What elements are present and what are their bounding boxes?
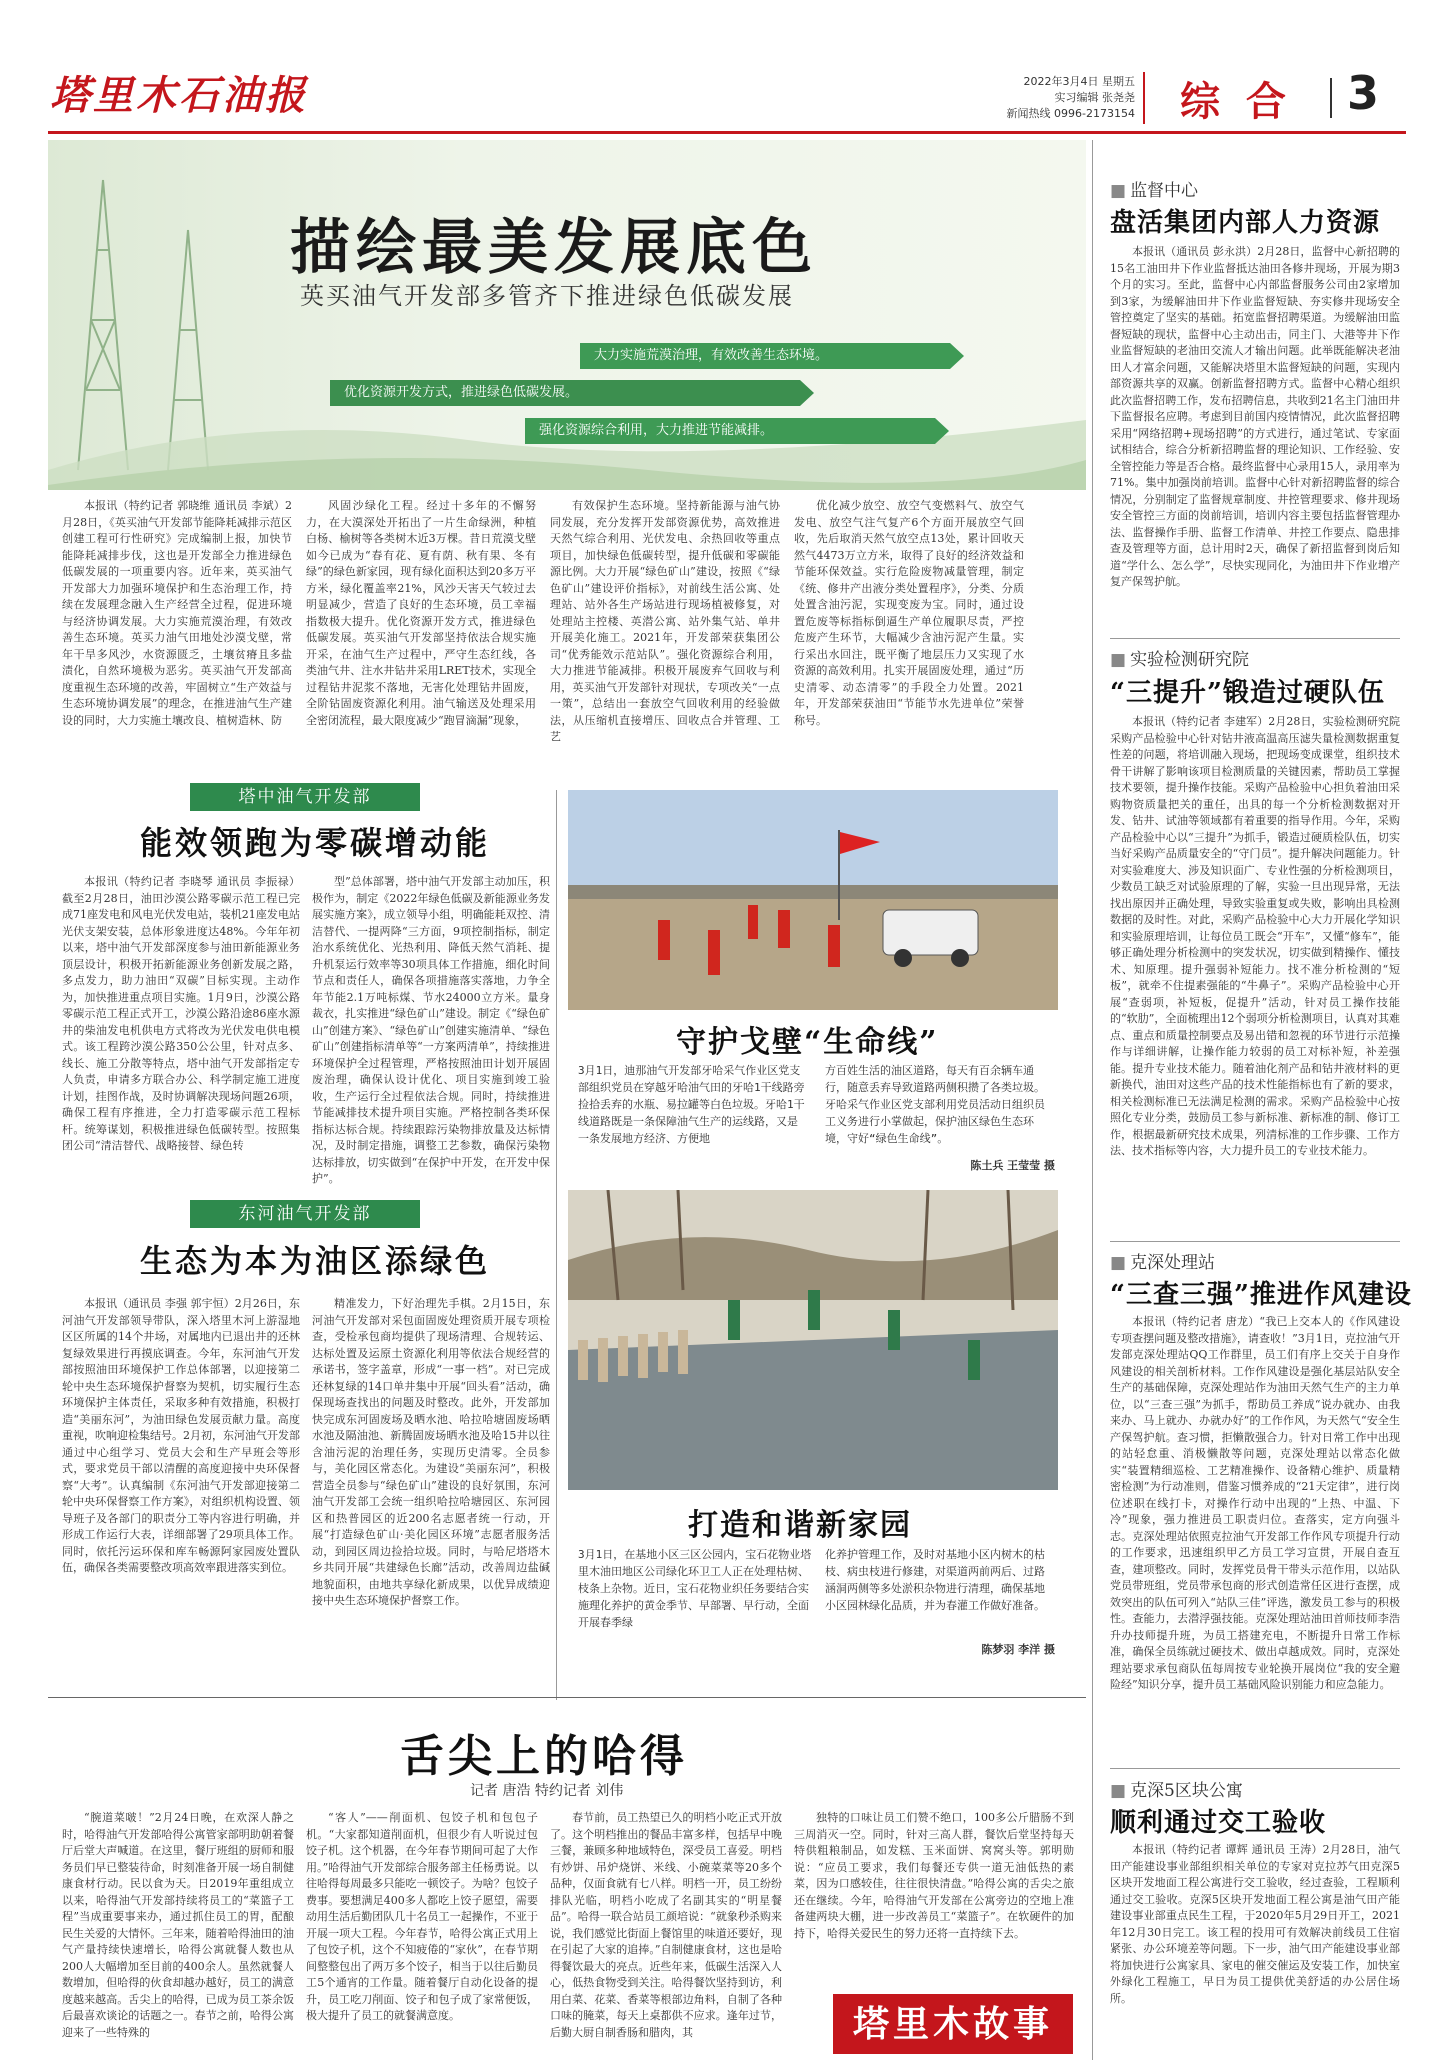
photo2-credit: 陈梦羽 李洋 摄 [981,1643,1055,1656]
hero-subtitle: 英买油气开发部多管齐下推进绿色低碳发展 [300,282,794,310]
right3-kicker: ■ 克深处理站 [1110,1248,1215,1273]
right-divider-2 [1110,1241,1400,1242]
page-number: 3 [1347,66,1380,120]
story3-banner: 东河油气开发部 [190,1200,420,1228]
bottom-title: 舌尖上的哈得 [400,1731,688,1782]
newspaper-logo: 塔里木石油报 [50,72,308,119]
masthead-divider [1143,72,1145,124]
bottom-byline: 记者 唐浩 特约记者 刘伟 [470,1783,624,1799]
right-rail-divider [1092,140,1093,2060]
masthead-meta [985,74,1135,122]
right2-body: 本报讯（特约记者 李建军）2月28日，实验检测研究院采购产品检验中心针对钻井液高温高压滤失量检测数据重复性差的问题，将培训融入现场，把现场变成课堂，组织技术骨干讲解了影响该项目检测质量的关键因素，帮助员工掌握技术要领，提升操作技能。采购产品检验中心担负着油田采购物资质量把关的重任，出具的每一个分析检测数据对开发、钻井、试油等领域都有着重要的指导作用。今年，采购产品检验中心以“三提升”为抓手，锻造过硬质检队伍，切实当好采购产品质量安全的“守门员”。提升解决问题能力。针对实验难度大、涉及知识面广、专业性强的分析检测项目，少数员工缺乏对试验原理的了解，实验一旦出现异常，无法找出原因并正确处理，导致实验重复或失败，影响出具检测数据的及时性。对此，采购产品检验中心大力开展化学知识和实验原理培训，让每位员工既会“开车”，又懂“修车”，能够正确处理分析检测中的突发状况，切实做到精操作、懂技术、知原理。提升强弱补短能力。找不准分析检测的“短板”，就牵不住提素强能的“牛鼻子”。采购产品检验中心开展“查弱项，补短板，促提升”活动，针对员工操作技能的“软肋”，全面梳理出12个弱项分析检测项目，认真对其难点、重点和质量控制要点及易出错和忽视的环节进行示范操作与详细讲解，让操作能力较弱的员工对标补短，补差强能。提升专业技术能力。随着油化剂产品和钻井液材料的更新换代，油田对这些产品的技术性能指标也有了新的要求，相关检测标准已无法满足检测的需求。采购产品检验中心按照化专业分类，鼓励员工参与新标准、新标准的制、修订工作，根据最新研究技术成果，列清标准的工作步骤、工作方法、技术指标等内容，大力提升员工的专业技术能力。 [1110,715,1400,1157]
bottom-col2: “客人”——削面机、包饺子机和包包子机。“大家都知道削面机，但很少有人听说过包饺子机。这个机器，在今年春节期间可起了大作用。”哈得油气开发部综合服务部主任杨勇说。以往哈得每周最多只能吃一顿饺子。为啥？包饺子费事。要想满足400多人都吃上饺子愿望，需要动用生活后勤团队几十名员工一起操作，不亚于开展一项大工程。今年春节，哈得公寓正式用上了包饺子机，这个不知疲倦的“家伙”，在春节期间整整包出了两万多个饺子，相当于以往后勤员工5个通宵的工作量。随着餐厅自动化设备的提升，员工吃刀削面、饺子和包子成了家常便饭，极大提升了员工的就餐满意度。 [306,1811,538,2022]
hero-arrow-1: 大力实施荒漠治理，有效改善生态环境。 [580,343,950,369]
right4-body: 本报讯（特约记者 谭辉 通讯员 王涛）2月28日，油气田产能建设事业部组织相关单位的专家对克拉苏气田克深5区块开发地面工程公寓进行交工验收，经过查验，工程顺利通过交工验收。克深5区块开发地面工程公寓是油气田产能建设事业部重点民生工程，于2020年5月29日开工，2021年12月30日完工。该工程的投用可有效解决前线员工住宿紧张、办公环境差等问题。下一步，油气田产能建设事业部将加快进行公寓家具、家电的催交催运及安装工作，加快室外绿化工程施工，早日为员工提供优美舒适的办公居住场所。 [1110,1843,1400,2005]
right3-body: 本报讯（特约记者 唐龙）“我已上交本人的《作风建设专项查摆问题及整改措施》，请查收！”3月1日，克拉油气开发部克深处理站QQ工作群里，员工们有序上交关于自身作风建设的相关剖析材料。工作作风建设是强化基层站队安全生产的基础保障，克深处理站作为油田天然气生产的主力单位，以“三查三强”为抓手，帮助员工养成“说办就办、由我来办、马上就办、办就办好”的工作作风，为天然气“安全生产保驾护航。查习惯，拒懒散强合力。针对日常工作中出现的站轻怠重、消极懒散等问题，克深处理站以常态化做实“装置精细巡检、工艺精准操作、设备精心维护、质量精密检测”为行动准则，借鉴习惯养成的“21天定律”，进行岗位述职在线打卡，对操作行动中出现的“上热、中温、下冷”现象，强力推进员工职责归位。查落实，定方向强斗志。克深处理站依照克拉油气开发部工作作风专项提升行动的工作要求，迅速组织甲乙方员工学习宣贯，开展自查互查，建项整改。同时，发挥党员骨干带头示范作用，以站队党员带班组，党员带承包商的形式创造常任区进行查摆，成效突出的队伍可列入“站队三佳”评选，激发员工参与的积极性。查能力，去潜浮强技能。克深处理站油田首师技师李浩升办技师提升班，为员工搭建充电，不断提升日常工作标准，确保全员练就过硬技术、做出卓越成效。同时，克深处理站要求承包商队伍每周按专业轮换开展岗位“我的安全避险经”知识分享，提升员工基础风险识别能力和应急能力。 [1110,1315,1400,1691]
photo-volunteers-desert [568,790,1058,1010]
lead-story-col3: 有效保护生态环境。坚持新能源与油气协同发展，充分发挥开发部资源优势，高效推进天然气综合利用、光伏发电、余热回收等重点项目，加快绿色低碳转型，提升低碳和零碳能源比例。大力开展“绿色矿山”建设，按照《“绿色矿山”建设评价指标》，对前线生活公寓、处理站、站外各生产场站进行现场植被修复，对处理站主控楼、英潜公寓、站外集气站、单井开展美化施工。2021年，开发部荣获集团公司“优秀能效示范站队”。强化资源综合利用，大力推进节能减排。积极开展废弃气回收与利用，英买油气开发部针对现状，专项改关“一点一策”，总结出一套放空气回收利用的经验做法，从压缩机直接增压、回收点合并管理、工艺 [550,499,780,743]
right1-kicker: ■ 监督中心 [1110,176,1198,201]
right2-title: “三提升”锻造过硬队伍 [1110,678,1385,708]
photo1-title: 守护戈壁“生命线” [676,1025,939,1060]
story3-col2: 精准发力，下好治理先手棋。2月15日，东河油气开发部对采包面固废处理资质开展专项检查，受检承包商均提供了现场清理、合规转运、达标处置及运原土资源化利用等依法合规经营的承诺书，签字盖章，形成“一事一档”。对已完成还林复绿的14口单井集中开展“回头看”活动，确保现场查找出的问题及时整改。此外，开发部加快完成东河固废场及晒水池、哈拉哈塘固废场晒水池及隔油池、新腾固废场晒水池及哈15井以往含油污泥的治理任务，实现历史清零。全员参与，美化园区常态化。为建设“美丽东河”，积极营造全员参与“绿色矿山”建设的良好氛围，东河油气开发部工会统一组织哈拉哈塘园区、东河园区和热普园区的近200名志愿者统一行动，开展“打造绿色矿山·美化园区环境”志愿者服务活动，到园区周边捡拾垃圾。同时，与哈尼塔塔木乡共同开展“共建绿色长廊”活动，改善周边盐碱地貌面积，由地共享绿化新成果，以优异成绩迎接中央生态环境保护督察工作。 [312,1297,550,1607]
hero-arrow-2: 优化资源开发方式，推进绿色低碳发展。 [330,380,800,406]
lead-story-col1: 本报讯（特约记者 郭晓维 通讯员 李斌）2月28日，《英买油气开发部节能降耗减排示范区创建工程可行性研究》完成编制上报，加快节能降耗减排步伐，这也是开发部全力推进绿色低碳发展的一项重要内容。近年来，英买油气开发部大力加强环境保护和生态治理工作，持续在发展理念融入生产经营全过程，促进环境与经济协调发展。大力实施荒漠治理，有效改善生态环境。英买力油气田地处沙漠戈壁，常年干旱多风沙，水资源匮乏，土壤贫瘠且多盐渍化，自然环境极为恶劣。英买油气开发部高度重视生态环境的改善，牢固树立“生产效益与生态环境协调发展”的理念，在推进油气生产建设的同时，大力实施土壤改良、植树造林、防 [62,499,292,727]
masthead-rule [48,131,1406,134]
story3-title: 生态为本为油区添绿色 [140,1242,491,1280]
right-divider-1 [1110,638,1400,639]
bottom-col1: “腕道菜啵！”2月24日晚，在欢深人静之时，哈得油气开发部哈得公寓管家部明助朝着餐厅后堂大声喊道。在这里，餐厅班组的厨师和服务员们早已整装待命，时刻准备开展一场自制健康食材行动。民以食为天。日2019年重组成立以来，哈得油气开发部持续将员工的“菜篮子工程”当成重要事来办，通过抓住员工的胃，配酿民生关爱的大情怀。三年来，随着哈得油田的油气产量持续快速增长，哈得公寓就餐人数也从200人大幅增加至目前的400余人。虽然就餐人数增加，但哈得的伙食却越办越好，员工的满意度越来越高。舌尖上的哈得，已成为员工茶余饭后最喜欢谈论的话题之一。春节之前，哈得公寓迎来了一些特殊的 [62,1811,294,2039]
right1-title: 盘活集团内部人力资源 [1110,208,1381,238]
page-editor: 实习编辑 张尧尧 [1054,91,1135,104]
right2-kicker: ■ 实验检测研究院 [1110,645,1249,670]
bottom-divider [48,1697,1086,1698]
hero-title: 描绘最美发展底色 [290,213,818,283]
story2-col2: 型”总体部署，塔中油气开发部主动加压，积极作为，制定《2022年绿色低碳及新能源业务发展实施方案》，成立领导小组，明确能耗双控、清洁替代、一提两降“三方面，9项控制指标，制定治水系统优化、光热利用、降低天然气消耗、提升机泵运行效率等30项具体工作措施，细化时间节点和责任人，确保各项措施落实落地，力争全年节能2.1万吨标煤、节水24000立方米。量身裁衣，扎实推进“绿色矿山”建设。制定《“绿色矿山”创建方案》、“绿色矿山”创建实施清单、“绿色矿山”创建指标清单等“一方案两清单”，持续推进环境保护全过程管理，严格按照油田计划开展固废治理，确保认设计优化、项目实施到竣工验收，生产运行全过程依法合规。同时，持续推进节能减排技术提升项目实施。严格控制各类环保指标达标合规。持续跟踪污染物排放量及达标情况，及时制定措施，调整工艺参数，确保污染物达标排放，切实做到“在保护中开发，在开发中保护”。 [312,875,550,1184]
right1-body: 本报讯（通讯员 彭永洪）2月28日，监督中心新招聘的15名工油田井下作业监督抵达油田各修井现场，开展为期3个月的实习。至此，监督中心内部监督服务公司由2家增加到3家，为缓解油田井下作业监督短缺、夯实修井现场安全管控奠定了坚实的基础。拓宽监督招聘渠道。为缓解油田监督短缺的现状，监督中心主动出击，同主门、大港等井下作业监督短缺的老油田交流人才输出问题。此举既能解决老油田人才富余问题，又能解决塔里木监督短缺的问题，实现内部资源共享的双赢。创新监督招聘方式。监督中心精心组织此次监督招聘工作，发布招聘信息，共收到21名主门油田井下监督报名应聘。考虑到目前国内疫情情况，此次监督招聘采用“网络招聘+现场招聘”的方式进行，通过笔试、专家面试相结合，综合分析新招聘监督的理论知识、工作经验、安全管控能力等是否合格。最终监督中心录用15人，录用率为71%。集中加强岗前培训。监督中心针对新招聘监督的综合情况，分别制定了监督规章制度、井控管理要求、修井现场安全管控三方面的岗前培训，培训内容主要包括监督管理办法、监督操作手册、监督工作清单、井控工作要点、隐患排查及管理等方面，总计用时2天，确保了新招监督到岗后知道“学什么、怎么学”，尽快实现同化，为油田井下作业增产复产保驾护航。 [1110,245,1400,588]
lead-story-col4: 优化减少放空、放空气变燃料气、放空气发电、放空气注气复产6个方面开展放空气回收，先后取消天然气放空点13处，累计回收天然气4473万立方米，取得了良好的经济效益和节能环保效益。实行危险废物减量管理，制定《统、修井产出液分类处置程序》，分类、分质处置含油污泥，实现变废为宝。同时，通过设置危废等标指标倒逼生产单位履职尽责，严控危废产生环节，大幅减少含油污泥产生量。实行采出水回注，既平衡了地层压力又实现了水资源的高效利用。扎实开展固废处理，通过“历史清零、动态清零”的手段全力处置。2021年，开发部荣获油田“节能节水先进单位”荣誉称号。 [794,499,1024,727]
section-divider [1330,78,1332,118]
bottom-col3: 春节前，员工热望已久的明档小吃正式开放了。这个明档推出的餐品丰富多样，包括早中晚三餐，兼顾多种地域特色，深受员工喜爱。明档有炒饼、吊炉烧饼、米线、小碗菜菜等20多个品种，仅面食就有七八样。明档一开，员工纷纷排队光临，明档小吃成了名副其实的“明星餐品”。哈得一联合站员工颜培说：“就象秒杀购来说，我们感觉比街面上餐馆里的味道还要好，现在引起了大家的追捧。”自制健康食材，这也是哈得餐饮最大的亮点。近些年来，低碳生活深入人心，低热食物受到关注。哈得餐饮坚持到访，利用白菜、花菜、香菜等根部边角料，自制了各种口味的腌菜，每天上桌都供不应求。逢年过节，后勤大厨自制香肠和腊肉，其 [550,1811,782,2039]
right-divider-3 [1110,1768,1400,1769]
photo2-caption-left: 3月1日，在基地小区三区公园内，宝石花物业塔里木油田地区公司绿化环卫工人正在处理枯树、枝条上杂物。近日，宝石花物业织任务要结合实施理化养护的黄金季节、早部署、早行动，全面开展春季绿 [578,1548,812,1629]
story2-col1: 本报讯（特约记者 李晓琴 通讯员 李振禄）截至2月28日，油田沙漠公路零碳示范工程已完成71座发电和风电光伏发电站，装机21座发电站光伏支架安装，总体形象进度达48%。今年年初以来，塔中油气开发部深度参与油田新能源业务顶层设计，积极开拓新能源业务创新发展之路，多点发力，助力油田“双碳”目标实现。主动作为，加快推进重点项目实施。1月9日，沙漠公路零碳示范工程正式开工，沙漠公路沿途86座水源井的柴油发电机供电方式将改为光伏发电供电模式。该工程跨沙漠公路350公公里，针对点多、线长、施工分散等特点，塔中油气开发部指定专人负责，申请多方联合办公、科学制定施工进度计划，挂图作战，及时协调解决现场问题26项，确保工程有序推进，全力打造零碳示范工程标杆。统筹谋划，积极推进绿色低碳转型。按照集团公司“清洁替代、战略接替、绿色转 [62,875,300,1152]
section-name: 综 合 [1180,78,1292,125]
story2-title: 能效领跑为零碳增动能 [140,824,491,862]
column-divider [556,790,557,1700]
right4-title: 顺利通过交工验收 [1110,1808,1327,1838]
photo1-credit: 陈土兵 王莹莹 摄 [970,1159,1055,1172]
story2-banner: 塔中油气开发部 [190,783,420,811]
right3-title: “三查三强”推进作风建设 [1110,1280,1412,1310]
photo2-caption-right: 化养护管理工作，及时对基地小区内树木的枯枝、病虫枝进行修建，对渠道两前两后、过路涵洞两侧等多处淤积杂物进行清理，确保基地小区园林绿化品质，并为春灌工作做好准备。 [825,1548,1045,1612]
photo2-title: 打造和谐新家园 [688,1508,912,1543]
photo1-caption-right: 方百姓生活的油区道路，每天有百余辆车通行，随意丢弃导致道路两侧积攒了各类垃圾。牙哈采气作业区党支部利用党员活动日组织员工义务进行小掌做起，保护油区绿色生态环境，守好“绿色生命线”。 [825,1064,1045,1145]
news-hotline: 新闻热线 0996-2173154 [1006,107,1135,120]
story3-col1: 本报讯（通讯员 李强 郭宇恒）2月26日，东河油气开发部领导带队，深入塔里木河上游湿地区区所属的14个井场，对属地内已退出井的还林复绿效果进行再摸底调查。今年，东河油气开发部按照油田环境保护工作总体部署，以迎接第二轮中央生态环境保护督察为契机，切实履行生态环境保护主体责任，采取多种有效措施，积极打造“美丽东河”，为油田绿色发展贡献力量。高度重视，吹响迎检集结号。2月初，东河油气开发部通过中心组学习、党员大会和生产早班会等形式，要求党员干部以清醒的高度迎接中央环保督察“大考”。认真编制《东河油气开发部迎接第二轮中央环保督察工作方案》，对组织机构设置、领导班子及各部门的职责分工等内容进行明确，并形成工作运行大表，详细部署了29项具体工作。同时，依托污运环保和库车畅源阿家园废处置队伍，确保各类需要整改项高效率跟进落实到位。 [62,1297,300,1574]
hero-arrow-3: 强化资源综合利用，大力推进节能减排。 [525,418,935,444]
photo-park-cleanup [568,1190,1058,1490]
lead-story-col2: 风固沙绿化工程。经过十多年的不懈努力，在大漠深处开拓出了一片生命绿洲，种植白杨、榆树等各类树木近3万棵。昔日荒漠戈壁如今已成为“春有花、夏有荫、秋有果、冬有绿”的绿色新家园，现有绿化面积达到20多万平方米，绿化覆盖率21%，风沙天害天气较过去明显减少，营造了良好的生态环境，员工幸福指数极大提升。优化资源开发方式，推进绿色低碳发展。英买油气开发部坚持依法合规实施开采，在油气生产过程中，严守生态红线，各类油气井、注水井钻井采用LRET技术，实现全过程钻井泥浆不落地，无害化处理钻井固废，全阶钻固废资源化利用。油气输送及处理采用全密闭流程，最大限度减少“跑冒滴漏”现象， [306,499,536,727]
right4-kicker: ■ 克深5区块公寓 [1110,1776,1243,1801]
bottom-col4: 独特的口味让员工们赞不绝口，100多公斤腊肠不到三周消灭一空。同时，针对三高人群，餐饮后堂坚持每天特供粗粮制品，如发糕、玉米面饼、窝窝头等。郭明勋说：“应员工要求，我们每餐还专供一道无油低热的素菜，因为口感较佳，往往很快清盘。”哈得公寓的舌尖之旅还在继续。今年，哈得油气开发部在公寓旁边的空地上准备建两块大棚，进一步改善员工“菜篮子”。在软硬件的加持下，哈得关爱民生的努力还将一直持续下去。 [794,1811,1074,1940]
tarim-story-logo: 塔里木故事 [833,1994,1073,2054]
issue-date: 2022年3月4日 星期五 [1023,75,1135,88]
photo1-caption-left: 3月1日，迪那油气开发部牙哈采气作业区党支部组织党员在穿越牙哈油气田的牙哈1干线路旁捡拾丢弃的水瓶、易拉罐等白色垃圾。牙哈1干线道路既是一条保障油气生产的运线路，又是一条发展地方经济、方便地 [578,1064,805,1145]
